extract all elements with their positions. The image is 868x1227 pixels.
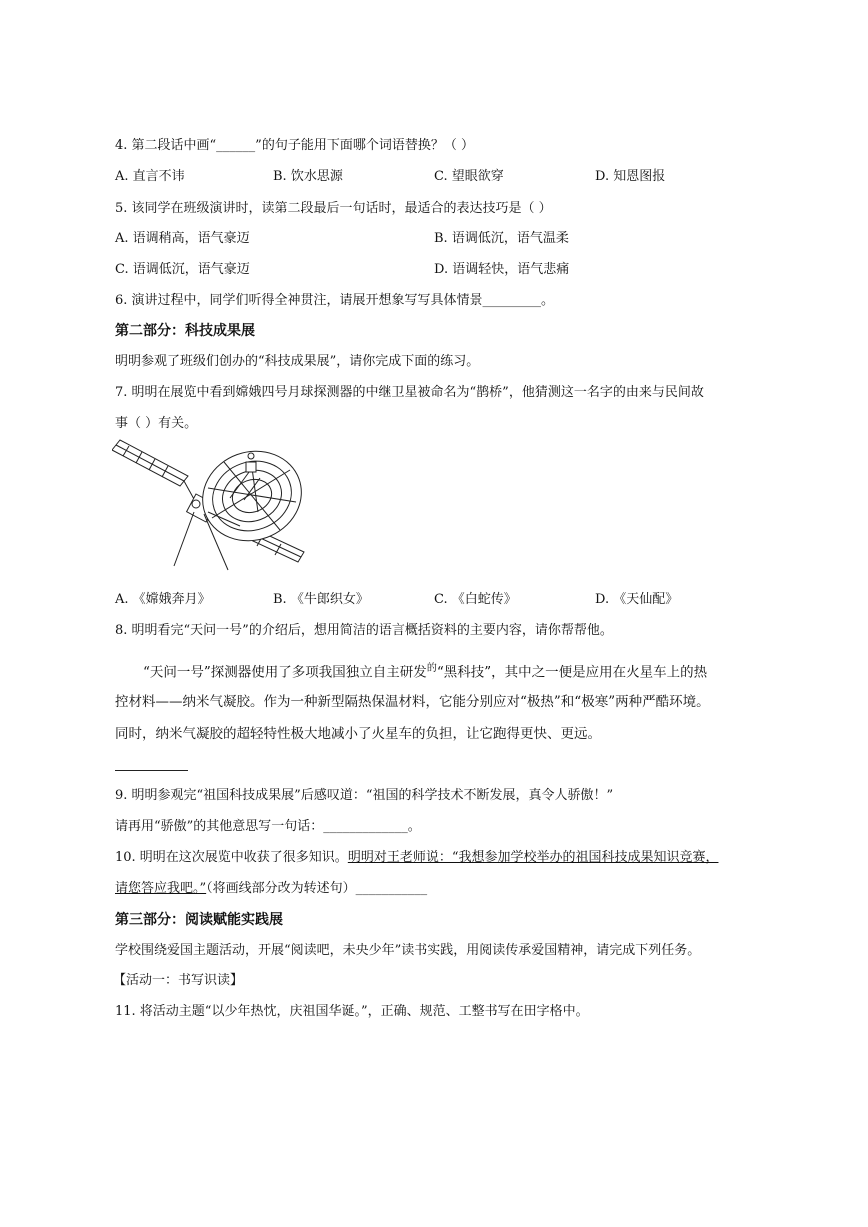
q6-stem: 6. 演讲过程中，同学们听得全神贯注，请展开想象写写具体情景_________。 xyxy=(115,293,555,308)
q9-stem: 9. 明明参观完“祖国科技成果展”后感叹道：“祖国的科学技术不断发展，真令人骄傲！” xyxy=(115,788,614,803)
q7-option-d: D. 《天仙配》 xyxy=(595,592,679,607)
relay-satellite-illustration xyxy=(112,438,308,574)
q5-option-b: B. 语调低沉，语气温柔 xyxy=(434,231,569,246)
q9-prompt: 请再用“骄傲”的其他意思写一句话：_____________。 xyxy=(115,819,421,834)
q5-option-c: C. 语调低沉，语气豪迈 xyxy=(115,262,250,277)
q8-passage-line1-superscript: 的 xyxy=(426,663,437,674)
q8-answer-line[interactable] xyxy=(115,770,188,771)
q8-stem: 8. 明明看完“天问一号”的介绍后，想用简洁的语言概括资料的主要内容，请你帮帮他。 xyxy=(115,623,613,638)
q10-underlined-sentence-part1: 明明对王老师说：“我想参加学校举办的祖国科技成果知识竞赛， xyxy=(347,850,719,865)
q5-option-a: A. 语调稍高，语气豪迈 xyxy=(115,231,250,246)
q5-stem: 5. 该同学在班级演讲时，读第二段最后一句话时，最适合的表达技巧是（ ） xyxy=(115,201,552,216)
q8-passage-line3: 同时，纳米气凝胶的超轻特性极大地减小了火星车的负担，让它跑得更快、更远。 xyxy=(115,726,601,742)
q4-stem: 4. 第二段话中画“______”的句子能用下面哪个词语替换？（ ） xyxy=(115,138,474,153)
q7-option-b: B. 《牛郎织女》 xyxy=(273,592,369,607)
part3-title: 第三部分：阅读赋能实践展 xyxy=(115,912,283,928)
part2-title: 第二部分：科技成果展 xyxy=(115,323,255,339)
q10-instruction: （将画线部分改为转述句）___________ xyxy=(206,881,428,896)
part3-activity-title: 【活动一：书写识读】 xyxy=(113,973,244,988)
part2-intro: 明明参观了班级们创办的“科技成果展”，请你完成下面的练习。 xyxy=(115,354,480,369)
q5-option-d: D. 语调轻快，语气悲痛 xyxy=(434,262,570,277)
q7-option-c: C. 《白蛇传》 xyxy=(434,592,517,607)
q8-passage-line1-text-b: “黑科技”，其中之一便是应用在火星车上的热 xyxy=(436,664,708,681)
part3-intro: 学校围绕爱国主题活动，开展“阅读吧，未央少年”读书实践，用阅读传承爱国精神，请完成下列任务。 xyxy=(115,943,701,958)
q4-option-a: A. 直言不讳 xyxy=(115,169,185,184)
q8-passage-line1-text-a: “天问一号”探测器使用了多项我国独立自主研发 xyxy=(143,664,427,681)
q7-option-a: A. 《嫦娥奔月》 xyxy=(115,592,211,607)
q7-stem-line1: 7. 明明在展览中看到嫦娥四号月球探测器的中继卫星被命名为“鹊桥”，他猜测这一名字的由来与民间故 xyxy=(115,385,704,400)
q4-option-d: D. 知恩图报 xyxy=(595,169,666,184)
q10-line1-text: 10. 明明在这次展览中收获了很多知识。 xyxy=(115,850,348,865)
q8-passage-line2: 控材料——纳米气凝胶。作为一种新型隔热保温材料，它能分别应对“极热”和“极寒”两种严酷环境。 xyxy=(115,694,710,710)
q8-passage-line1 xyxy=(143,660,707,682)
q10-line2 xyxy=(115,880,427,898)
q4-option-b: B. 饮水思源 xyxy=(273,169,343,184)
q11-stem: 11. 将活动主题“以少年热忱，庆祖国华诞。”，正确、规范、工整书写在田字格中。 xyxy=(115,1004,589,1019)
q10-line1 xyxy=(115,849,718,867)
q7-stem-line2: 事（ ）有关。 xyxy=(115,416,198,431)
q4-option-c: C. 望眼欲穿 xyxy=(434,169,504,184)
q10-underlined-sentence-part2: 请您答应我吧。” xyxy=(115,881,207,896)
